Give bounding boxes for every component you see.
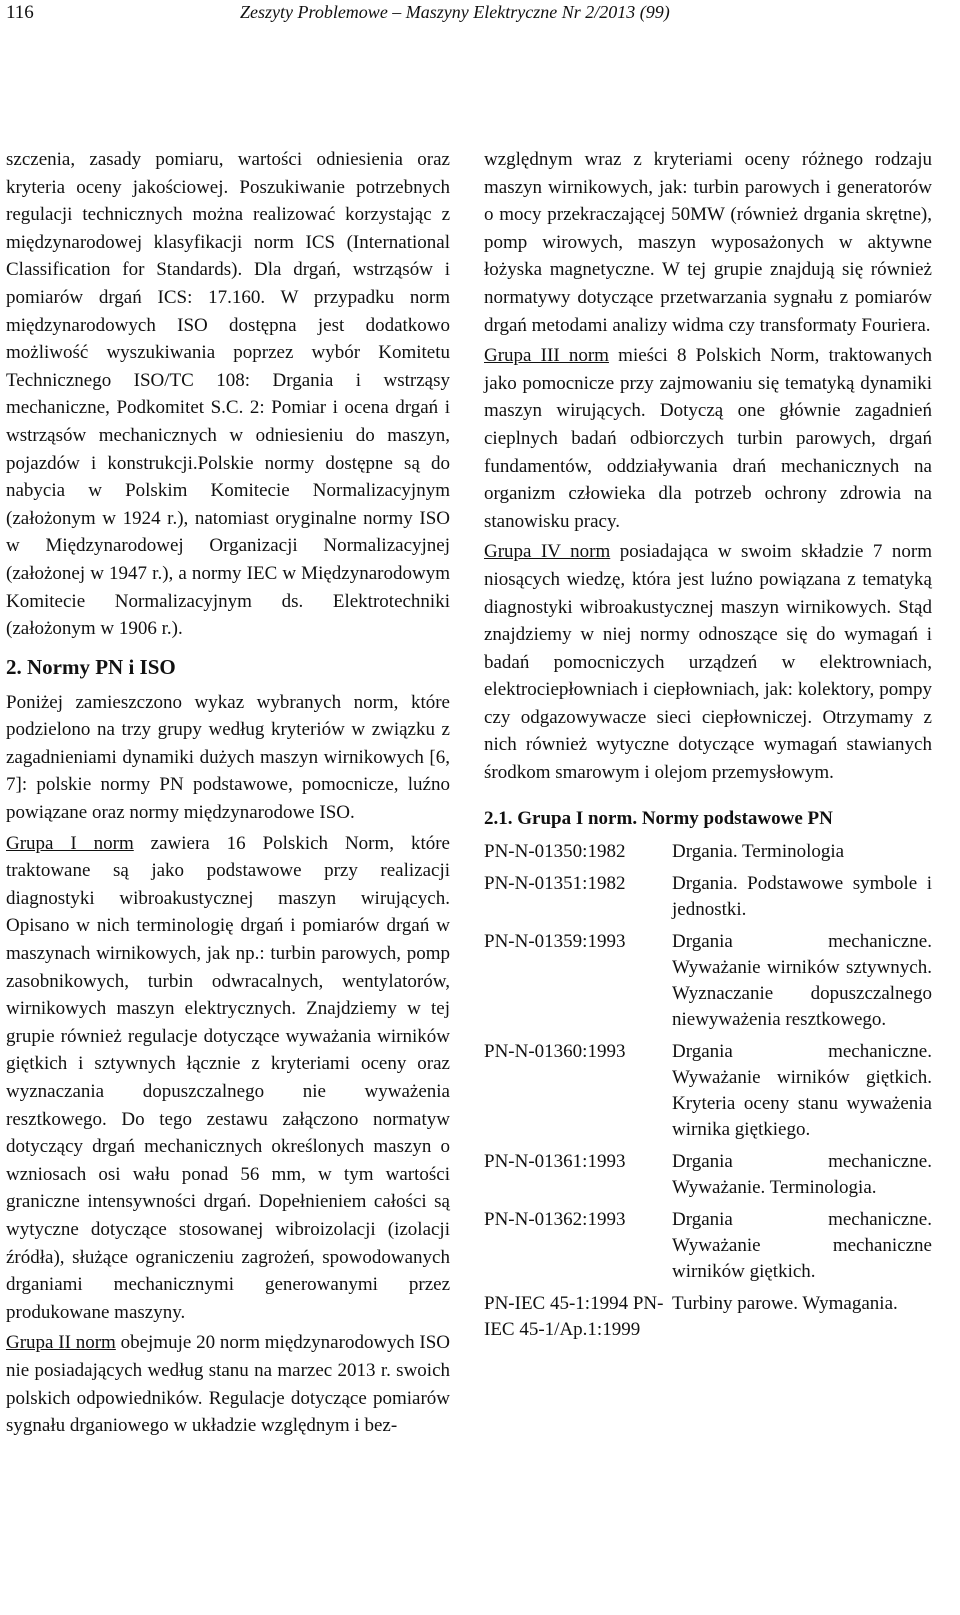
table-row — [484, 929, 932, 1039]
group-label: Grupa II norm — [6, 1332, 116, 1354]
standard-code: PN-N-01361:1993 — [484, 1150, 626, 1172]
table-row — [484, 871, 932, 929]
standard-code: PN-N-01362:1993 — [484, 1208, 626, 1230]
standard-code: PN-N-01351:1982 — [484, 872, 626, 894]
group-label: Grupa I norm — [6, 832, 134, 854]
page-number: 116 — [6, 2, 34, 23]
standard-code: PN-N-01359:1993 — [484, 930, 626, 952]
paragraph-group-3: Grupa III norm mieści 8 Polskich Norm, traktowanych jako pomocnicze przy zajmowaniu się tematyką dynamiki maszyn wirujących. Dotyczą one głównie zagadnień cieplnych badań odbiorczych turbin parowych, drgań fundamentów, oddziaływania drań mechanicznych na organizm człowieka dla potrzeb ochrony zdrowia na stanowisku pracy. — [484, 345, 932, 532]
paragraph: szczenia, zasady pomiaru, wartości odniesienia oraz kryteria oceny jakościowej. Poszukiwanie potrzebnych regulacji technicznych można realizować korzystając z międzynarodowej klasyfikacji norm ICS (International Classification for Standards). Dla drgań, wstrząsów i pomiarów drgań ICS: 17.160. W przypadku norm międzynarodowych ISO dostępna jest dodatkowo możliwość wyszukiwania poprzez wybór Komitetu Technicznego ISO/TC 108: Drgania i wstrząsy mechaniczne, Podkomitet S.C. 2: Pomiar i ocena drgań i wstrząsów mechanicznych w odniesieniu do maszyn, pojazdów i konstrukcji.Polskie normy dostępne są do nabycia w Polskim Komitecie Normalizacyjnym (założonym w 1924 r.), natomiast oryginalne normy ISO w Międzynarodowej Organizacji Normalizacyjnej (założonej w 1947 r.), a normy IEC w Międzynarodowym Komitecie Normalizacyjnym ds. Elektrotechniki (założonym w 1906 r.). — [6, 149, 450, 640]
table-row — [484, 1291, 932, 1349]
table-row — [484, 1207, 932, 1291]
table-row — [484, 1039, 932, 1149]
table-row — [484, 1149, 932, 1207]
page-header — [0, 0, 960, 36]
standard-desc: Drgania. Podstawowe symbole i jednostki. — [672, 872, 932, 920]
table-row — [484, 839, 932, 871]
standard-desc: Drgania mechaniczne. Wyważanie mechaniczne wirników giętkich. — [672, 1208, 932, 1282]
right-column — [484, 146, 932, 1349]
paragraph-group-1: Grupa I norm zawiera 16 Polskich Norm, które traktowane są jako podstawowe przy realizacji diagnostyki wibroakustycznej maszyn wirujących. Opisano w nich terminologię drgań i pomiarów drgań w maszynach wirnikowych, jak np.: turbin parowych, pomp zasobnikowych, turbin odwracalnych, wentylatorów, wirnikowych maszyn elektrycznych. Znajdziemy w tej grupie również regulacje dotyczące wyważania wirników giętkich i sztywnych łącznie z kryteriami oceny oraz wyznaczania dopuszczalnego nie wyważenia resztkowego. Do tego zestawu załączono normatyw dotyczący drgań mechanicznych określonych maszyn o wzniosach osi wału ponad 56 mm, w tym wartości graniczne intensywności drgań. Dopełnieniem całości są wytyczne dotyczące stosowanej wibroizolacji (izolacji źródła), służące ograniczeniu zagrożeń, spowodowanych drganiami mechanicznymi generowanymi przez produkowane maszyny. — [6, 832, 450, 1323]
paragraph: Poniżej zamieszczono wykaz wybranych norm, które podzielono na trzy grupy według kryteriów w związku z zagadnieniami dynamiki dużych maszyn wirnikowych [6, 7]: polskie normy PN podstawowe, pomocnicze, luźno powiązane oraz normy międzynarodowe ISO. — [6, 691, 450, 824]
paragraph: względnym wraz z kryteriami oceny różnego rodzaju maszyn wirnikowych, jak: turbin parowych i generatorów o mocy przekraczającej 50MW (również drgania skrętne), pomp wirowych, maszyn wyposażonych w aktywne łożyska magnetyczne. W tej grupie znajdują się również normatywy dotyczące przetwarzania sygnału z pomiarów drgań metodami analizy widma czy transformaty Fouriera. — [484, 149, 932, 336]
group-label: Grupa IV norm — [484, 541, 611, 563]
standard-desc: Drgania mechaniczne. Wyważanie. Terminologia. — [672, 1150, 932, 1198]
paragraph-group-2: Grupa II norm obejmuje 20 norm międzynarodowych ISO nie posiadających według stanu na marzec 2013 r. swoich polskich odpowiedników. Regulacje dotyczące pomiarów sygnału drganiowego w układzie względnym i bez- — [6, 1332, 450, 1437]
standard-desc: Drgania mechaniczne. Wyważanie wirników sztywnych. Wyznaczanie dopuszczalnego niewyważenia resztkowego. — [672, 930, 932, 1030]
standard-code: PN-N-01360:1993 — [484, 1040, 626, 1062]
standards-table — [484, 839, 932, 1349]
subsection-heading: 2.1. Grupa I norm. Normy podstawowe PN — [484, 807, 833, 829]
paragraph-group-4: Grupa IV norm posiadająca w swoim składzie 7 norm niosących wiedzę, która jest luźno powiązana z tematyką diagnostyki wibroakustycznej maszyn wirnikowych. Stąd znajdziemy w niej normy odnoszące się do wymagań i badań pomocniczych urządzeń w elektrowniach, elektrociepłowniach i ciepłowniach, jak: kolektory, pompy czy odgazowywacze sieci ciepłowniczej. Otrzymamy z nich również wytyczne dotyczące wymagań stawianych środkom smarowym i olejom przemysłowym. — [484, 541, 932, 784]
standard-desc: Drgania. Terminologia — [672, 840, 845, 862]
group-label: Grupa III norm — [484, 345, 609, 367]
left-column — [6, 146, 450, 1440]
standard-code: PN-N-01350:1982 — [484, 840, 626, 862]
standard-desc: Drgania mechaniczne. Wyważanie wirników giętkich. Kryteria oceny stanu wyważenia wirnika giętkiego. — [672, 1040, 932, 1140]
standard-code: PN-IEC 45-1:1994 PN-IEC 45-1/Ap.1:1999 — [484, 1292, 664, 1340]
journal-title: Zeszyty Problemowe – Maszyny Elektryczne Nr 2/2013 (99) — [240, 2, 670, 22]
standard-desc: Turbiny parowe. Wymagania. — [672, 1292, 898, 1314]
section-heading: 2. Normy PN i ISO — [6, 654, 176, 679]
